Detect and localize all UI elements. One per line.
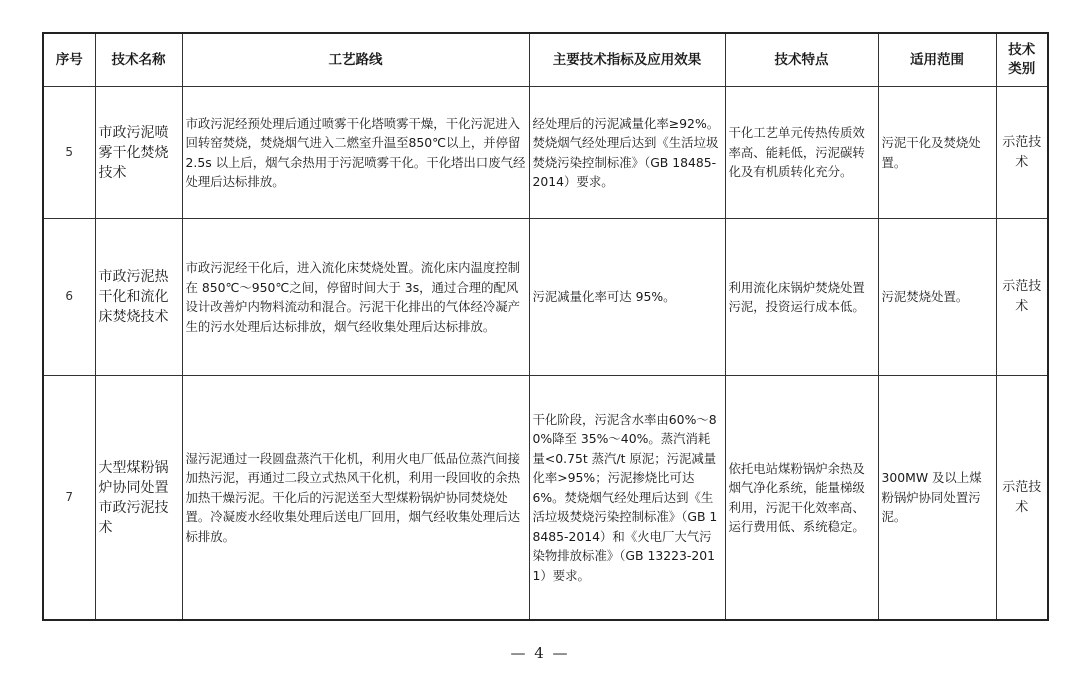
header-number: 序号 [43,33,95,87]
header-scope: 适用范围 [878,33,996,87]
process-route: 市政污泥经预处理后通过喷雾干化塔喷雾干燥，干化污泥进入回转窑焚烧，焚烧烟气进入二燃室升温至850℃以上，并停留 2.5s 以上后，烟气余热用于污泥喷雾干化。干化塔出口废气经处理后达标排放。 [182,87,529,219]
table-row [43,87,1048,219]
header-category: 技术 类别 [996,33,1048,87]
row-number: 6 [43,219,95,376]
tech-category: 示范技术 [996,219,1048,376]
indicators: 污泥减量化率可达 95%。 [529,219,725,376]
application-scope: 污泥焚烧处置。 [878,219,996,376]
tech-category: 示范技术 [996,376,1048,621]
row-number: 7 [43,376,95,621]
header-features: 技术特点 [725,33,878,87]
header-process: 工艺路线 [182,33,529,87]
tech-features: 依托电站煤粉锅炉余热及烟气净化系统，能量梯级利用，污泥干化效率高、运行费用低、系统稳定。 [725,376,878,621]
application-scope: 污泥干化及焚烧处置。 [878,87,996,219]
tech-name: 市政污泥喷雾干化焚烧技术 [95,87,182,219]
row-number: 5 [43,87,95,219]
tech-category: 示范技术 [996,87,1048,219]
header-tech-name: 技术名称 [95,33,182,87]
indicators: 经处理后的污泥减量化率≥92%。焚烧烟气经处理后达到《生活垃圾焚烧污染控制标准》（GB 18485-2014）要求。 [529,87,725,219]
tech-name: 大型煤粉锅炉协同处置市政污泥技术 [95,376,182,621]
page-number: — 4 — [510,644,570,662]
table-row [43,376,1048,621]
table-header-row [43,33,1048,87]
table-row [43,219,1048,376]
process-route: 市政污泥经干化后，进入流化床焚烧处置。流化床内温度控制在 850℃～950℃之间，停留时间大于 3s，通过合理的配风设计改善炉内物料流动和混合。污泥干化排出的气体经冷凝产生的污水处理后达标排放，烟气经收集处理后达标排放。 [182,219,529,376]
header-indicators: 主要技术指标及应用效果 [529,33,725,87]
application-scope: 300MW 及以上煤粉锅炉协同处置污泥。 [878,376,996,621]
technology-table [42,32,1049,621]
tech-name: 市政污泥热干化和流化床焚烧技术 [95,219,182,376]
tech-features: 干化工艺单元传热传质效率高、能耗低，污泥碳转化及有机质转化充分。 [725,87,878,219]
tech-features: 利用流化床锅炉焚烧处置污泥，投资运行成本低。 [725,219,878,376]
process-route: 湿污泥通过一段圆盘蒸汽干化机，利用火电厂低品位蒸汽间接加热污泥，再通过二段立式热风干化机，利用一段回收的余热加热干燥污泥。干化后的污泥送至大型煤粉锅炉协同焚烧处置。冷凝废水经收集处理后送电厂回用，烟气经收集处理后达标排放。 [182,376,529,621]
indicators: 干化阶段，污泥含水率由60%～80%降至 35%～40%。蒸汽消耗量<0.75t 蒸汽/t 原泥；污泥减量化率>95%；污泥掺烧比可达 6%。焚烧烟气经处理后达到《生活垃圾焚烧污染控制标准》（GB 18485-2014）和《火电厂大气污染物排放标准》（GB 13223-2011）要求。 [529,376,725,621]
